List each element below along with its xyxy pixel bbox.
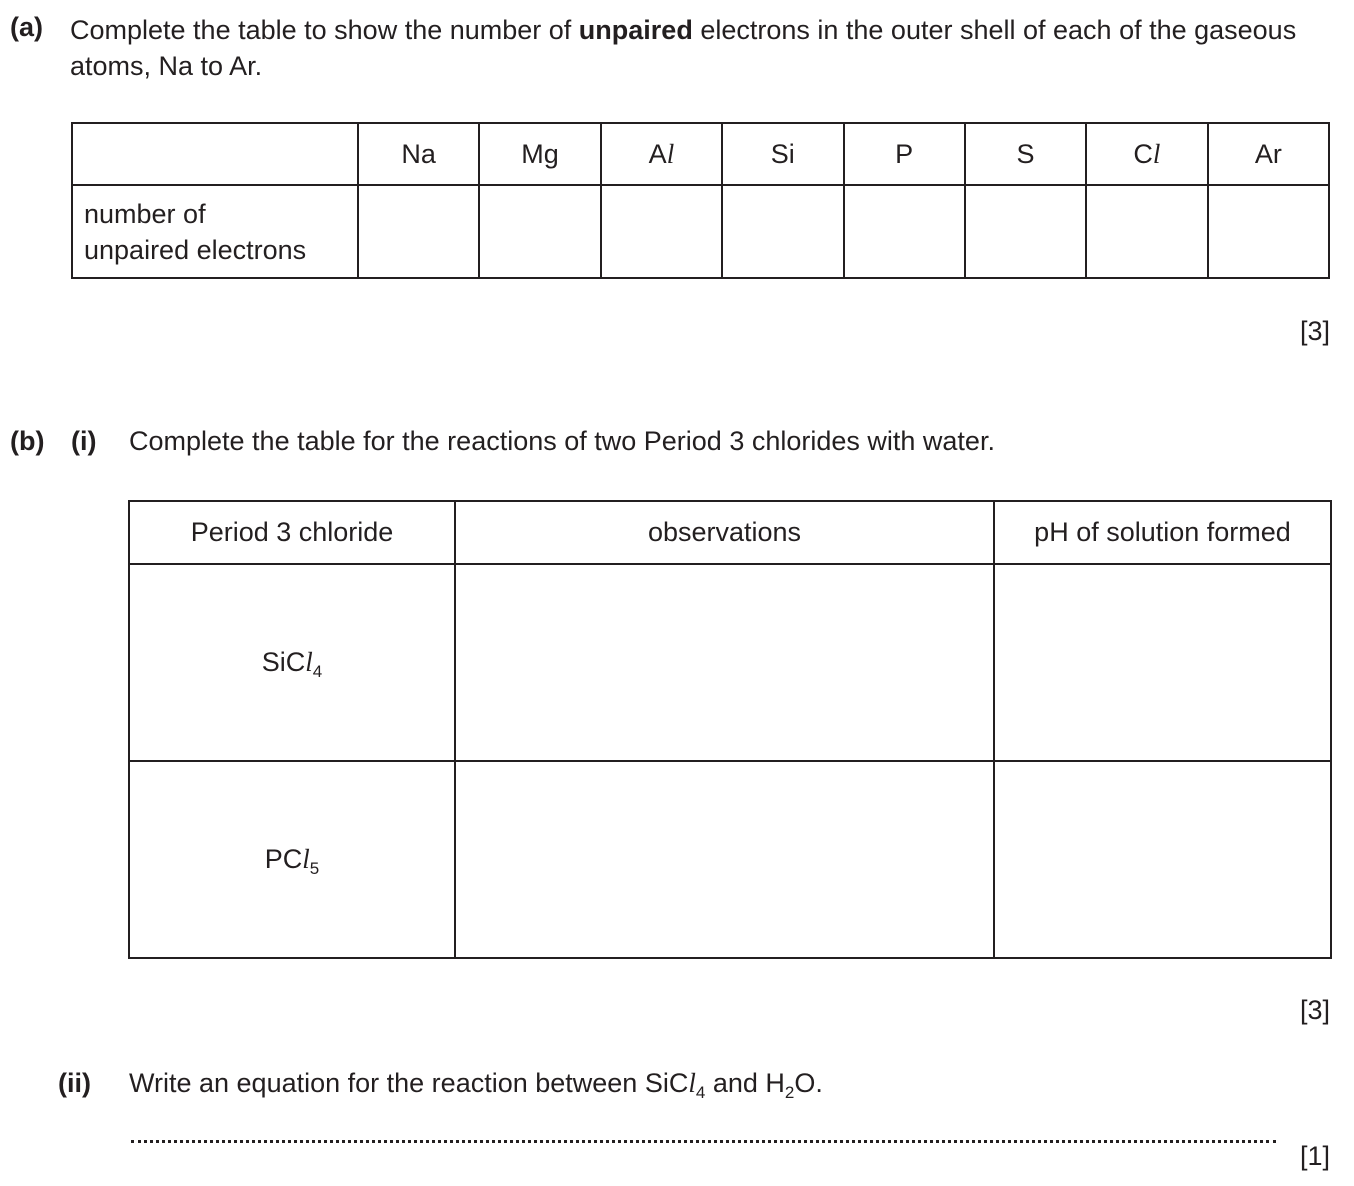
question-a-label: (a): [10, 12, 43, 42]
table-a-answer-row: [72, 185, 1329, 278]
question-b-label: (b): [10, 426, 45, 456]
element-header-s: S: [965, 123, 1086, 185]
observations-cell-sicl4[interactable]: [455, 564, 994, 761]
header-ph: pH of solution formed: [994, 501, 1331, 564]
element-header-na: Na: [358, 123, 479, 185]
element-header-mg: Mg: [479, 123, 600, 185]
question-b-i-text: Complete the table for the reactions of two Period 3 chlorides with water.: [129, 426, 995, 456]
header-observations: observations: [455, 501, 994, 564]
unpaired-electrons-table: [71, 122, 1330, 279]
chloride-formula-pcl5: PCl$_5$: [129, 761, 455, 958]
table-b-header-row: [129, 501, 1331, 564]
answer-cell-mg[interactable]: [479, 185, 600, 278]
table-row: [129, 564, 1331, 761]
answer-cell-na[interactable]: [358, 185, 479, 278]
marks-a: [3]: [1299, 316, 1330, 346]
element-header-cl: Cl: [1086, 123, 1207, 185]
header-period3-chloride: Period 3 chloride: [129, 501, 455, 564]
question-b-i-label: (i): [71, 426, 97, 456]
marks-b-ii: [1]: [1299, 1141, 1330, 1171]
chloride-reactions-table: [128, 500, 1332, 959]
element-header-ar: Ar: [1208, 123, 1329, 185]
marks-b-i: [3]: [1299, 995, 1330, 1025]
table-a-header-row: [72, 123, 1329, 185]
element-header-p: P: [844, 123, 965, 185]
answer-line[interactable]: [131, 1140, 1276, 1143]
row-label-unpaired-electrons: number of unpaired electrons: [72, 185, 358, 278]
question-b-ii-label: (ii): [58, 1068, 91, 1098]
table-a-corner-cell: [72, 123, 358, 185]
ph-cell-sicl4[interactable]: [994, 564, 1331, 761]
answer-cell-cl[interactable]: [1086, 185, 1207, 278]
observations-cell-pcl5[interactable]: [455, 761, 994, 958]
answer-cell-si[interactable]: [722, 185, 843, 278]
question-b-ii-text: Write an equation for the reaction between SiCl$_4$ and $H_2O$.: [129, 1068, 823, 1102]
answer-cell-p[interactable]: [844, 185, 965, 278]
answer-cell-al[interactable]: [601, 185, 722, 278]
answer-cell-ar[interactable]: [1208, 185, 1329, 278]
ph-cell-pcl5[interactable]: [994, 761, 1331, 958]
element-header-al: Al: [601, 123, 722, 185]
table-row: [129, 761, 1331, 958]
answer-cell-s[interactable]: [965, 185, 1086, 278]
chloride-formula-sicl4: SiCl$_4$: [129, 564, 455, 761]
element-header-si: Si: [722, 123, 843, 185]
question-a-text: Complete the table to show the number of unpaired electrons in the outer shell of each of the gaseous atoms, Na to Ar.: [70, 15, 1297, 81]
